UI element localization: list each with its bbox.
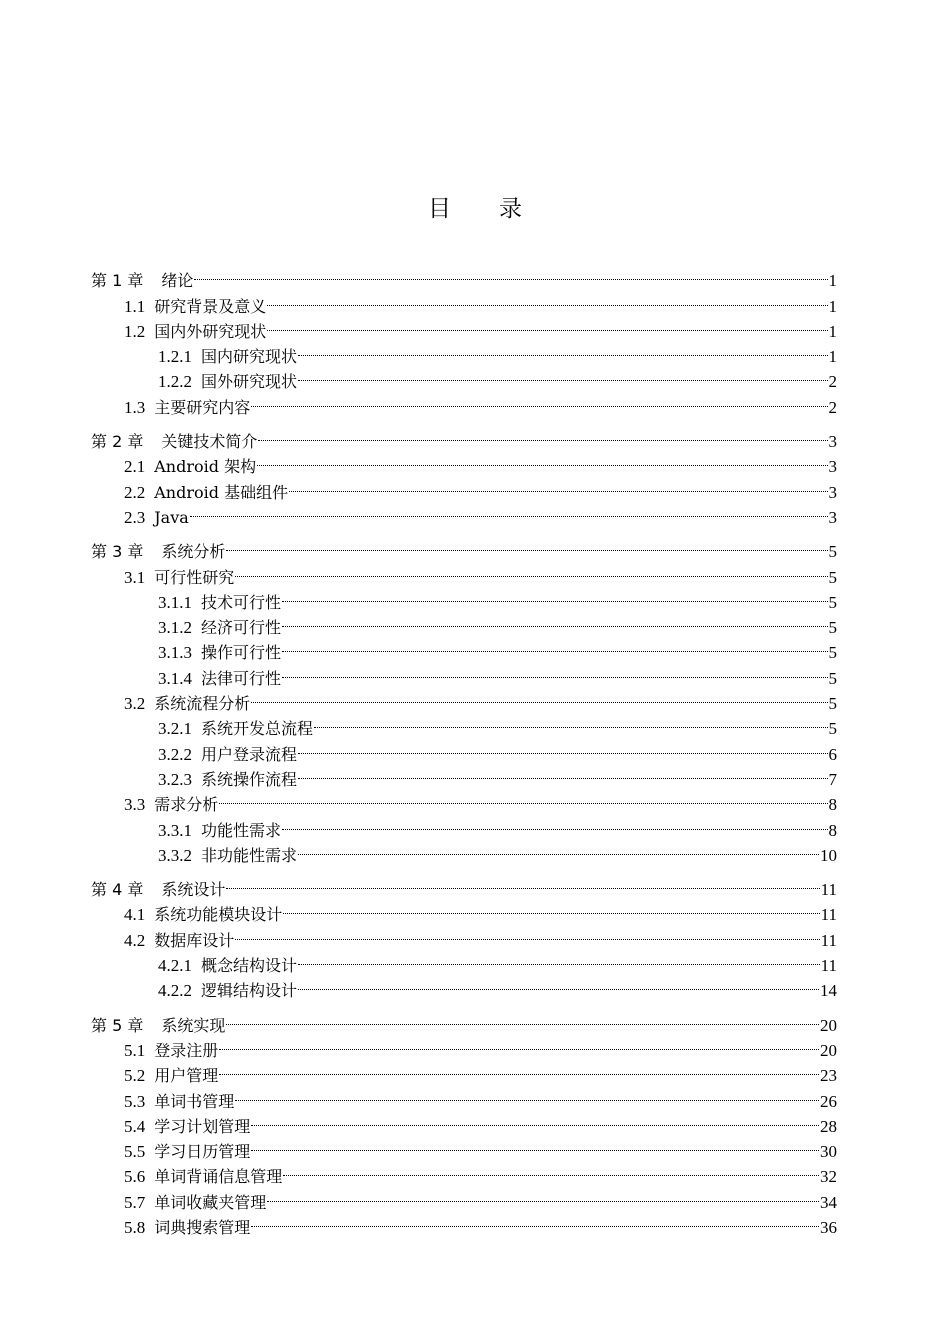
toc-entry-page: 5 bbox=[828, 668, 837, 688]
dot-leader bbox=[257, 447, 827, 472]
toc-entry-title: 法律可行性 bbox=[201, 668, 282, 688]
toc-entry-number: 3.1.4 bbox=[158, 668, 192, 688]
toc-entry-number: 5.3 bbox=[124, 1091, 146, 1111]
toc-entry-title: 研究背景及意义 bbox=[154, 296, 267, 316]
dot-leader bbox=[298, 946, 820, 971]
dot-leader bbox=[251, 387, 827, 412]
dot-leader bbox=[226, 870, 819, 895]
dot-leader bbox=[282, 810, 827, 835]
toc-entry-page: 1 bbox=[828, 321, 837, 341]
toc-entry-number: 3.1.3 bbox=[158, 643, 192, 663]
toc-entry-title: 系统设计 bbox=[161, 880, 226, 900]
toc-entry-page: 34 bbox=[820, 1192, 837, 1212]
dot-leader bbox=[298, 337, 827, 362]
toc-entry-number: 3.3.2 bbox=[158, 845, 192, 865]
dot-leader bbox=[298, 971, 819, 996]
toc-chapter-entry[interactable] bbox=[91, 532, 837, 562]
toc-entry-page: 2 bbox=[828, 372, 837, 392]
toc-entry-title: 可行性研究 bbox=[154, 567, 235, 587]
toc-chapter-entry[interactable] bbox=[91, 422, 837, 452]
toc-entry-page: 5 bbox=[828, 618, 837, 638]
dot-leader bbox=[282, 583, 827, 608]
toc-entry-number: 4.2.2 bbox=[158, 981, 192, 1001]
toc-entry-page: 1 bbox=[828, 347, 837, 367]
toc-entry-title: Android 基础组件 bbox=[154, 482, 289, 502]
dot-leader bbox=[283, 895, 819, 920]
toc-entry-title: 学习计划管理 bbox=[154, 1116, 251, 1136]
toc-entry-page: 6 bbox=[828, 744, 837, 764]
dot-leader bbox=[289, 472, 827, 497]
toc-entry-title: 需求分析 bbox=[154, 795, 219, 815]
toc-entry-page: 8 bbox=[828, 820, 837, 840]
toc-entry-page: 20 bbox=[820, 1040, 837, 1060]
toc-chapter-entry[interactable] bbox=[91, 1005, 837, 1035]
toc-entry-number: 5.8 bbox=[124, 1217, 146, 1237]
toc-entry-page: 11 bbox=[820, 880, 837, 900]
toc-entry-page: 28 bbox=[820, 1116, 837, 1136]
toc-entry-title: 数据库设计 bbox=[154, 930, 235, 950]
toc-entry-number: 5.2 bbox=[124, 1066, 146, 1086]
title-char-2: 录 bbox=[499, 196, 522, 222]
toc-entry-number: 第 4 章 bbox=[91, 880, 144, 900]
toc-entry-page: 5 bbox=[828, 719, 837, 739]
toc-entry-title: 单词背诵信息管理 bbox=[154, 1167, 283, 1187]
toc-entry-page: 3 bbox=[828, 507, 837, 527]
toc-entry-title: 国内研究现状 bbox=[201, 347, 298, 367]
toc-entry-number: 5.4 bbox=[124, 1116, 146, 1136]
toc-entry-page: 32 bbox=[820, 1167, 837, 1187]
dot-leader bbox=[194, 261, 827, 286]
toc-entry-number: 第 5 章 bbox=[91, 1015, 144, 1035]
toc-entry-number: 3.3 bbox=[124, 795, 146, 815]
toc-entry-page: 5 bbox=[828, 567, 837, 587]
toc-entry-title: 系统操作流程 bbox=[201, 769, 298, 789]
toc-entry-number: 2.1 bbox=[124, 457, 146, 477]
toc-entry-number: 第 1 章 bbox=[91, 271, 144, 291]
dot-leader bbox=[282, 658, 827, 683]
toc-entry-title: 系统流程分析 bbox=[154, 694, 251, 714]
dot-leader bbox=[251, 1208, 819, 1233]
toc-entry-page: 10 bbox=[820, 845, 837, 865]
dot-leader bbox=[258, 422, 827, 447]
dot-leader bbox=[251, 1107, 819, 1132]
toc-entry-title: 词典搜索管理 bbox=[154, 1217, 251, 1237]
dot-leader bbox=[190, 498, 828, 523]
toc-entry-number: 3.2.1 bbox=[158, 719, 192, 739]
toc-entry-number: 3.2.3 bbox=[158, 769, 192, 789]
toc-entry-number: 3.1 bbox=[124, 567, 146, 587]
toc-entry-title: 用户管理 bbox=[154, 1066, 219, 1086]
toc-entry-title: Android 架构 bbox=[154, 457, 257, 477]
toc-entry-page: 23 bbox=[820, 1066, 837, 1086]
title-char-1: 目 bbox=[428, 196, 451, 222]
dot-leader bbox=[219, 785, 827, 810]
toc-entry-title: 主要研究内容 bbox=[154, 397, 251, 417]
toc-chapter-entry[interactable] bbox=[91, 870, 837, 900]
toc-section-entry[interactable] bbox=[91, 286, 837, 316]
toc-entry-number: 4.2 bbox=[124, 930, 146, 950]
toc-entry-title: 学习日历管理 bbox=[154, 1142, 251, 1162]
toc-entry-number: 1.1 bbox=[124, 296, 146, 316]
toc-entry-title: 关键技术简介 bbox=[161, 432, 258, 452]
toc-entry-page: 5 bbox=[828, 694, 837, 714]
toc-entry-title: 系统分析 bbox=[161, 542, 226, 562]
toc-entry-page: 1 bbox=[828, 296, 837, 316]
toc-entry-title: 用户登录流程 bbox=[201, 744, 298, 764]
toc-entry-title: 经济可行性 bbox=[201, 618, 282, 638]
toc-entry-page: 5 bbox=[828, 643, 837, 663]
dot-leader bbox=[267, 286, 827, 311]
toc-entry-page: 2 bbox=[828, 397, 837, 417]
toc-entry-number: 4.2.1 bbox=[158, 956, 192, 976]
dot-leader bbox=[298, 734, 827, 759]
toc-entry-number: 第 3 章 bbox=[91, 542, 144, 562]
toc-entry-page: 8 bbox=[828, 795, 837, 815]
toc-entry-title: 单词收藏夹管理 bbox=[154, 1192, 267, 1212]
toc-entry-title: 非功能性需求 bbox=[201, 845, 298, 865]
dot-leader bbox=[235, 557, 827, 582]
dot-leader bbox=[226, 1005, 819, 1030]
toc-entry-number: 2.2 bbox=[124, 482, 146, 502]
dot-leader bbox=[251, 684, 827, 709]
dot-leader bbox=[226, 532, 827, 557]
dot-leader bbox=[267, 312, 827, 337]
dot-leader bbox=[298, 760, 827, 785]
toc-entry-title: 功能性需求 bbox=[201, 820, 282, 840]
toc-entry-number: 5.5 bbox=[124, 1142, 146, 1162]
toc-section-entry[interactable] bbox=[91, 498, 837, 527]
dot-leader bbox=[267, 1182, 819, 1207]
toc-entry-number: 第 2 章 bbox=[91, 432, 144, 452]
toc-entry-number: 1.3 bbox=[124, 397, 146, 417]
toc-entry-number: 3.2 bbox=[124, 694, 146, 714]
toc-entry-number: 3.1.1 bbox=[158, 592, 192, 612]
toc-entry-number: 5.6 bbox=[124, 1167, 146, 1187]
toc-entry-title: 单词书管理 bbox=[154, 1091, 235, 1111]
toc-entry-page: 1 bbox=[828, 271, 837, 291]
toc-entry-title: 绪论 bbox=[161, 271, 194, 291]
toc-entry-page: 11 bbox=[820, 930, 837, 950]
table-of-contents bbox=[91, 261, 837, 1237]
toc-entry-page: 5 bbox=[828, 592, 837, 612]
toc-entry-page: 20 bbox=[820, 1015, 837, 1035]
toc-entry-title: 逻辑结构设计 bbox=[201, 981, 298, 1001]
toc-entry-page: 7 bbox=[828, 769, 837, 789]
dot-leader bbox=[282, 608, 827, 633]
toc-entry-title: 系统开发总流程 bbox=[201, 719, 314, 739]
toc-entry-page: 3 bbox=[828, 432, 837, 452]
dot-leader bbox=[283, 1157, 819, 1182]
dot-leader bbox=[298, 362, 827, 387]
toc-entry-page: 11 bbox=[820, 905, 837, 925]
toc-entry-number: 5.7 bbox=[124, 1192, 146, 1212]
dot-leader bbox=[219, 1031, 819, 1056]
toc-entry-number: 1.2.1 bbox=[158, 347, 192, 367]
toc-entry-title: 国内外研究现状 bbox=[154, 321, 267, 341]
dot-leader bbox=[219, 1056, 819, 1081]
toc-entry-number: 1.2 bbox=[124, 321, 146, 341]
toc-entry-page: 3 bbox=[828, 457, 837, 477]
dot-leader bbox=[314, 709, 827, 734]
toc-entry-number: 2.3 bbox=[124, 507, 146, 527]
dot-leader bbox=[235, 1081, 819, 1106]
toc-entry-number: 3.1.2 bbox=[158, 618, 192, 638]
dot-leader bbox=[251, 1132, 819, 1157]
toc-entry-number: 3.2.2 bbox=[158, 744, 192, 764]
toc-entry-title: 系统功能模块设计 bbox=[154, 905, 283, 925]
dot-leader bbox=[298, 836, 819, 861]
toc-entry-page: 36 bbox=[820, 1217, 837, 1237]
toc-entry-number: 3.3.1 bbox=[158, 820, 192, 840]
toc-entry-title: 操作可行性 bbox=[201, 643, 282, 663]
toc-entry-title: 概念结构设计 bbox=[201, 956, 298, 976]
toc-entry-page: 26 bbox=[820, 1091, 837, 1111]
toc-entry-number: 4.1 bbox=[124, 905, 146, 925]
toc-entry-title: 系统实现 bbox=[161, 1015, 226, 1035]
toc-entry-page: 11 bbox=[820, 956, 837, 976]
toc-entry-title: 登录注册 bbox=[154, 1040, 219, 1060]
toc-entry-title: Java bbox=[154, 507, 189, 527]
dot-leader bbox=[235, 920, 819, 945]
toc-entry-page: 3 bbox=[828, 482, 837, 502]
toc-chapter-entry[interactable] bbox=[91, 261, 837, 291]
toc-entry-title: 技术可行性 bbox=[201, 592, 282, 612]
toc-entry-page: 30 bbox=[820, 1142, 837, 1162]
toc-entry-number: 5.1 bbox=[124, 1040, 146, 1060]
dot-leader bbox=[282, 633, 827, 658]
toc-entry-page: 14 bbox=[820, 981, 837, 1001]
toc-entry-number: 1.2.2 bbox=[158, 372, 192, 392]
toc-entry-title: 国外研究现状 bbox=[201, 372, 298, 392]
page-title bbox=[0, 190, 950, 223]
toc-entry-page: 5 bbox=[828, 542, 837, 562]
